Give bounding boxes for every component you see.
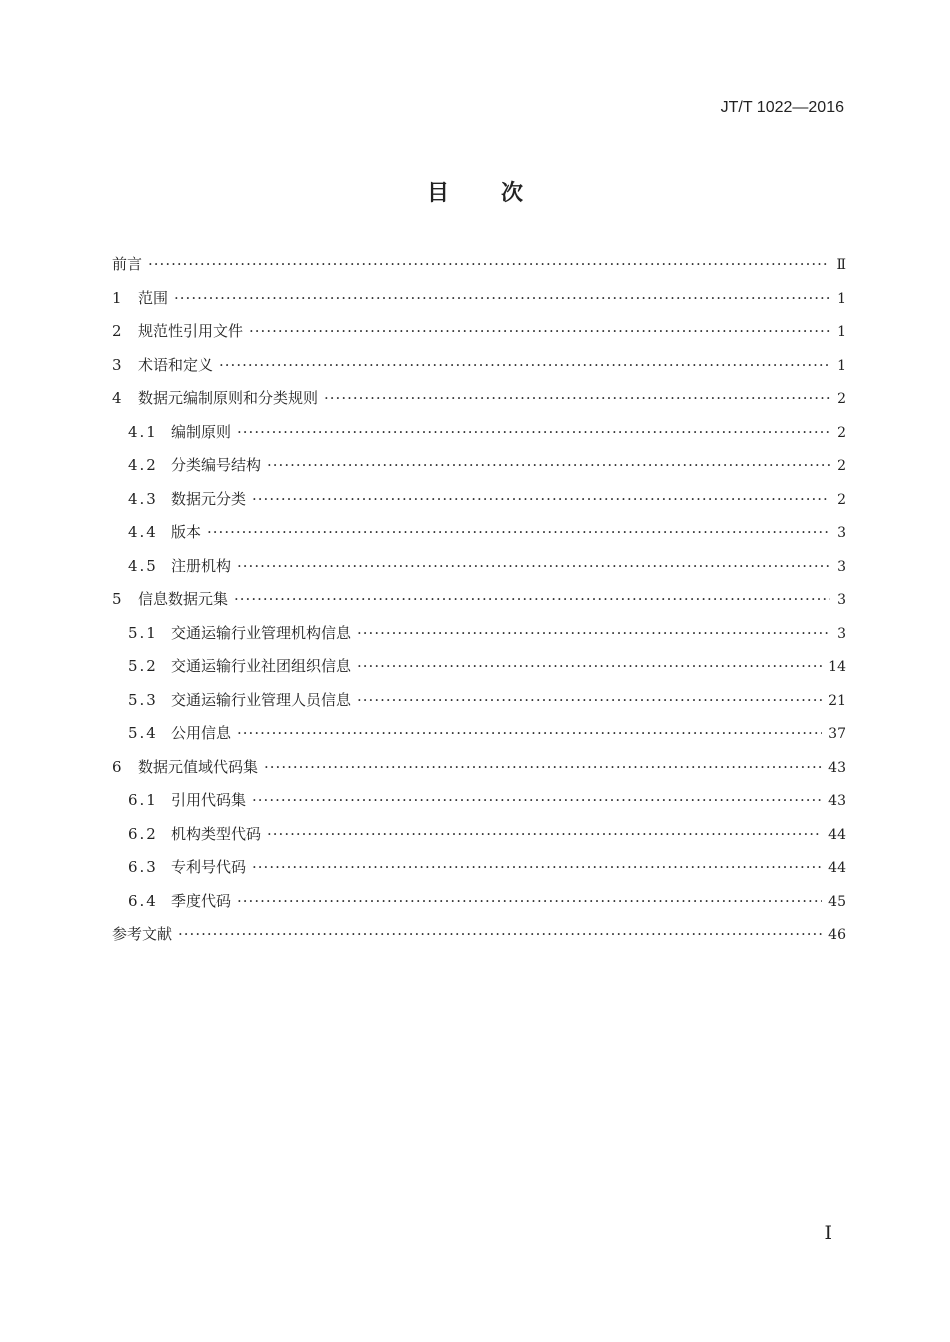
toc-entry-label: 交通运输行业社团组织信息 (171, 657, 352, 675)
toc-entry-label: 公用信息 (171, 724, 232, 742)
toc-entry-label: 交通运输行业管理人员信息 (171, 690, 352, 709)
toc-entry-page: 1 (837, 290, 846, 307)
toc-entry-number: 3 (112, 355, 122, 374)
dot-leader (234, 590, 830, 608)
toc-entry[interactable] (112, 789, 846, 823)
toc-entry-page: 3 (837, 625, 846, 642)
dot-leader (357, 657, 822, 675)
page-title: 目次 (426, 180, 575, 206)
toc-entry-label: 参考文献 (112, 925, 173, 943)
toc-entry-label: 版本 (171, 523, 202, 541)
toc-entry-page: 46 (828, 927, 846, 943)
toc-entry-label: 季度代码 (171, 891, 232, 910)
toc-entry[interactable] (112, 454, 846, 488)
page-number: I (824, 1222, 832, 1244)
toc-entry-page: Ⅱ (836, 257, 846, 273)
toc-entry-label: 专利号代码 (171, 858, 247, 876)
toc-entry-label: 交通运输行业管理机构信息 (171, 623, 352, 642)
toc-entry-number: 5.3 (128, 690, 158, 709)
toc-entry-label: 前言 (112, 255, 143, 273)
table-of-contents (112, 253, 846, 957)
dot-leader (219, 356, 830, 374)
toc-entry-label: 机构类型代码 (171, 824, 262, 843)
toc-entry-number: 5.4 (128, 724, 158, 742)
toc-entry-label: 分类编号结构 (171, 456, 262, 474)
toc-entry-number: 6.1 (128, 791, 158, 809)
toc-entry[interactable] (112, 756, 846, 790)
toc-entry-label: 数据元值域代码集 (138, 757, 259, 776)
toc-entry-page: 1 (837, 324, 846, 340)
toc-entry-number: 6 (112, 757, 122, 776)
toc-entry-page: 44 (828, 826, 846, 843)
toc-entry-page: 3 (837, 592, 846, 608)
dot-leader (267, 825, 822, 843)
dot-leader (267, 456, 830, 474)
toc-entry-number: 5.1 (128, 623, 158, 642)
toc-entry-page: 45 (828, 893, 846, 910)
toc-entry-label: 数据元编制原则和分类规则 (138, 389, 319, 407)
toc-entry-number: 6.4 (128, 891, 158, 910)
toc-entry[interactable] (112, 655, 846, 689)
toc-entry-number: 4.1 (128, 422, 158, 441)
toc-entry-page: 43 (828, 759, 846, 776)
toc-entry-label: 注册机构 (171, 556, 232, 575)
dot-leader (357, 624, 830, 642)
toc-entry-page: 44 (828, 860, 846, 876)
toc-entry-label: 编制原则 (171, 422, 232, 441)
dot-leader (178, 925, 822, 943)
dot-leader (237, 557, 830, 575)
dot-leader (237, 892, 822, 910)
toc-entry[interactable] (112, 555, 846, 589)
toc-entry[interactable] (112, 689, 846, 723)
dot-leader (357, 691, 822, 709)
dot-leader (249, 322, 830, 340)
toc-entry-page: 3 (837, 525, 846, 541)
toc-entry-page: 2 (837, 458, 846, 474)
dot-leader (264, 758, 822, 776)
toc-entry-number: 4.3 (128, 489, 158, 508)
toc-entry-page: 1 (837, 357, 846, 374)
toc-entry-number: 4.4 (128, 523, 158, 541)
toc-entry[interactable] (112, 622, 846, 656)
toc-entry[interactable] (112, 588, 846, 622)
toc-entry-page: 2 (837, 391, 846, 407)
toc-entry-page: 21 (828, 692, 846, 709)
dot-leader (252, 490, 830, 508)
toc-entry-number: 2 (112, 322, 122, 340)
toc-entry[interactable] (112, 823, 846, 857)
toc-entry[interactable] (112, 320, 846, 354)
toc-entry[interactable] (112, 253, 846, 287)
toc-entry-page: 37 (828, 726, 846, 742)
toc-entry-label: 规范性引用文件 (138, 322, 244, 340)
standard-number: JT/T 1022—2016 (720, 99, 844, 116)
toc-entry-number: 1 (112, 288, 122, 307)
dot-leader (207, 523, 830, 541)
toc-entry[interactable] (112, 287, 846, 321)
dot-leader (237, 724, 822, 742)
dot-leader (324, 389, 830, 407)
toc-entry-page: 43 (828, 793, 846, 809)
toc-entry[interactable] (112, 722, 846, 756)
dot-leader (252, 858, 822, 876)
toc-entry-number: 6.3 (128, 858, 158, 876)
toc-entry-label: 引用代码集 (171, 791, 247, 809)
toc-entry-number: 5.2 (128, 657, 158, 675)
toc-entry-page: 2 (837, 491, 846, 508)
toc-entry-number: 6.2 (128, 824, 158, 843)
toc-entry-label: 范围 (138, 288, 169, 307)
toc-entry[interactable] (112, 521, 846, 555)
toc-entry[interactable] (112, 354, 846, 388)
toc-entry-number: 4.2 (128, 456, 158, 474)
toc-entry-page: 2 (837, 424, 846, 441)
toc-entry[interactable] (112, 488, 846, 522)
toc-entry[interactable] (112, 421, 846, 455)
toc-entry-number: 5 (112, 590, 122, 608)
dot-leader (148, 255, 830, 273)
toc-entry-number: 4.5 (128, 556, 158, 575)
toc-entry-label: 数据元分类 (171, 489, 247, 508)
dot-leader (252, 791, 822, 809)
toc-entry-page: 3 (837, 558, 846, 575)
toc-entry[interactable] (112, 856, 846, 890)
toc-entry-label: 信息数据元集 (138, 590, 229, 608)
dot-leader (174, 289, 830, 307)
dot-leader (237, 423, 830, 441)
toc-entry[interactable] (112, 923, 846, 957)
toc-entry-page: 14 (828, 659, 846, 675)
toc-entry[interactable] (112, 890, 846, 924)
toc-entry-number: 4 (112, 389, 122, 407)
toc-entry-label: 术语和定义 (138, 355, 214, 374)
toc-entry[interactable] (112, 387, 846, 421)
